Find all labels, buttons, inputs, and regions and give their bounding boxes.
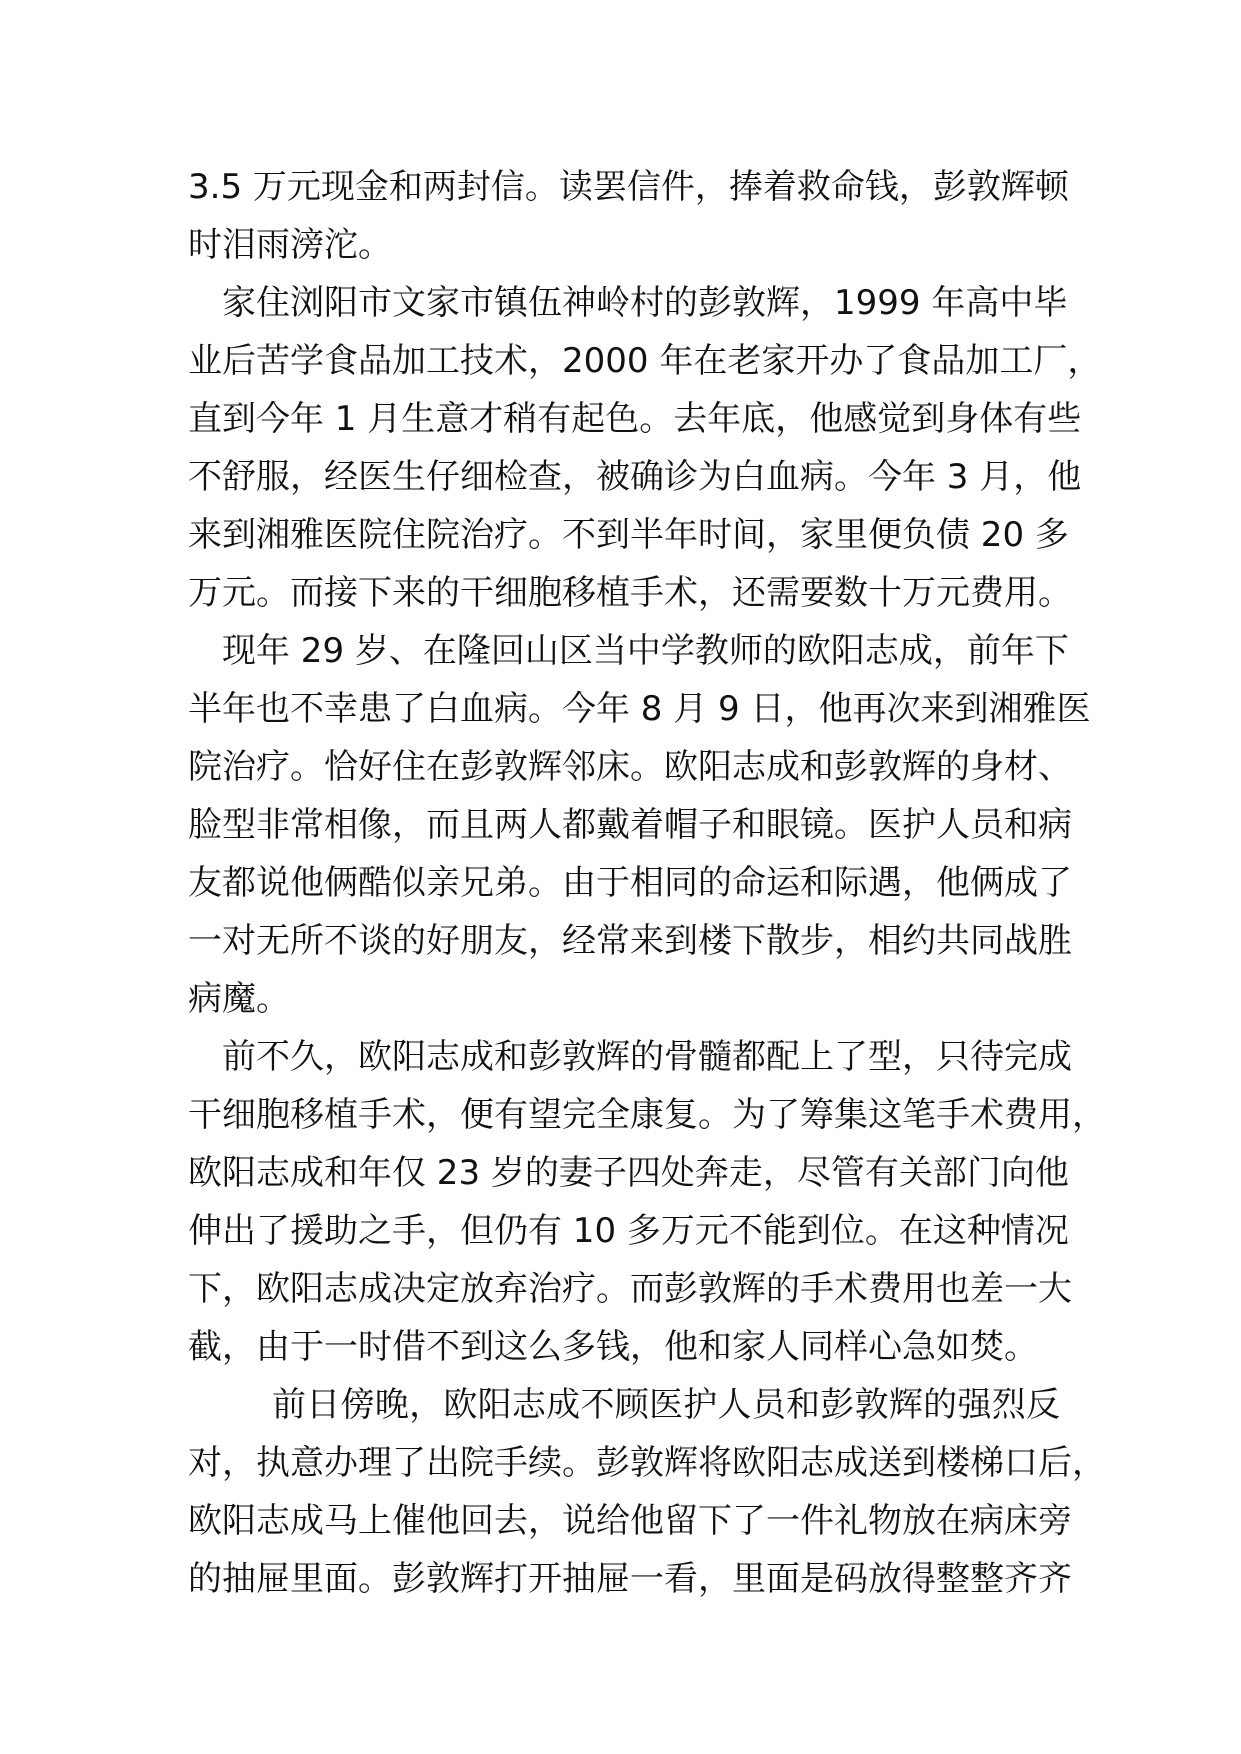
- text-line: 一对无所不谈的好朋友，经常来到楼下散步，相约共同战胜: [188, 921, 1072, 961]
- text-line: 对，执意办理了出院手续。彭敦辉将欧阳志成送到楼梯口后，: [188, 1443, 1106, 1483]
- text-line: 业后苦学食品加工技术，2000 年在老家开办了食品加工厂，: [188, 341, 1102, 381]
- text-line: 家住浏阳市文家市镇伍神岭村的彭敦辉，1999 年高中毕: [222, 283, 1068, 323]
- text-line: 来到湘雅医院住院治疗。不到半年时间，家里便负债 20 多: [188, 515, 1069, 555]
- text-line: 截，由于一时借不到这么多钱，他和家人同样心急如焚。: [188, 1327, 1038, 1367]
- paragraph-3: [188, 622, 1091, 1028]
- text-line: 伸出了援助之手，但仍有 10 多万元不能到位。在这种情况: [188, 1211, 1069, 1251]
- text-line: 半年也不幸患了白血病。今年 8 月 9 日，他再次来到湘雅医: [188, 689, 1091, 729]
- paragraph-1: [188, 158, 1069, 274]
- text-line: 现年 29 岁、在隆回山区当中学教师的欧阳志成，前年下: [222, 631, 1069, 671]
- text-line: 3.5 万元现金和两封信。读罢信件，捧着救命钱，彭敦辉顿: [188, 167, 1069, 207]
- text-line: 直到今年 1 月生意才稍有起色。去年底，他感觉到身体有些: [188, 399, 1082, 439]
- text-line: 时泪雨滂沱。: [188, 225, 392, 265]
- text-line: 欧阳志成和年仅 23 岁的妻子四处奔走，尽管有关部门向他: [188, 1153, 1069, 1193]
- text-line: 前日傍晚，欧阳志成不顾医护人员和彭敦辉的强烈反: [272, 1385, 1060, 1425]
- text-line: 友都说他俩酷似亲兄弟。由于相同的命运和际遇，他俩成了: [188, 863, 1072, 903]
- text-line: 欧阳志成马上催他回去，说给他留下了一件礼物放在病床旁: [188, 1501, 1072, 1541]
- text-line: 万元。而接下来的干细胞移植手术，还需要数十万元费用。: [188, 573, 1072, 613]
- text-line: 的抽屉里面。彭敦辉打开抽屉一看，里面是码放得整整齐齐: [188, 1559, 1072, 1599]
- paragraph-5: [188, 1376, 1106, 1608]
- text-line: 脸型非常相像，而且两人都戴着帽子和眼镜。医护人员和病: [188, 805, 1072, 845]
- text-line: 不舒服，经医生仔细检查，被确诊为白血病。今年 3 月，他: [188, 457, 1082, 497]
- text-line: 院治疗。恰好住在彭敦辉邻床。欧阳志成和彭敦辉的身材、: [188, 747, 1072, 787]
- text-line: 病魔。: [188, 979, 290, 1019]
- paragraph-4: [188, 1028, 1106, 1376]
- paragraph-2: [188, 274, 1102, 622]
- document-page: [188, 158, 1106, 1608]
- text-line: 下，欧阳志成决定放弃治疗。而彭敦辉的手术费用也差一大: [188, 1269, 1072, 1309]
- text-line: 干细胞移植手术，便有望完全康复。为了筹集这笔手术费用，: [188, 1095, 1106, 1135]
- text-line: 前不久，欧阳志成和彭敦辉的骨髓都配上了型，只待完成: [222, 1037, 1072, 1077]
